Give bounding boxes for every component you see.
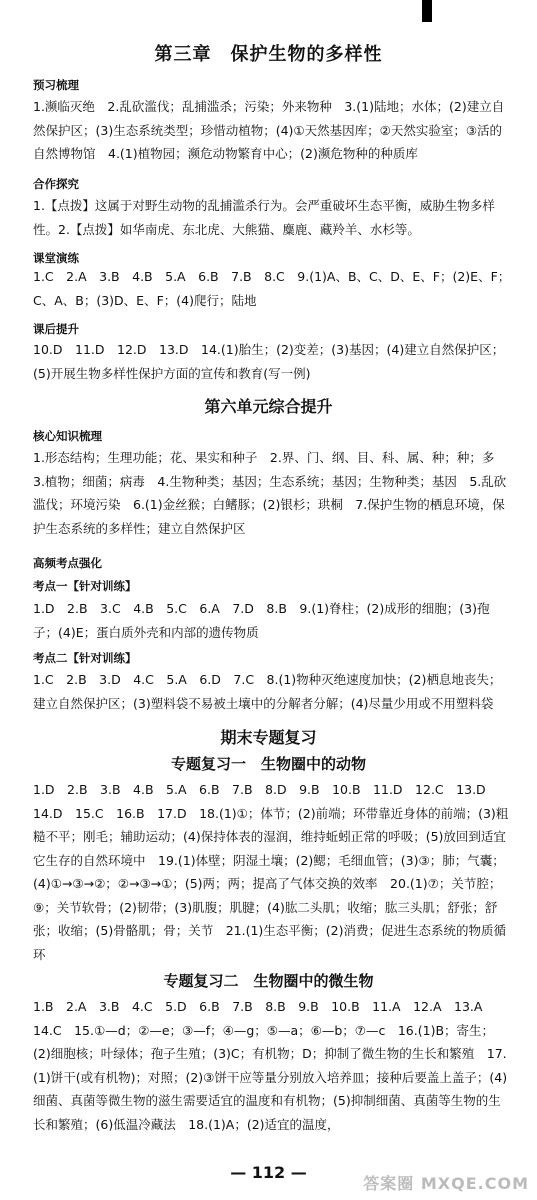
topic2-answers: 1.B 2.A 3.B 4.C 5.D 6.B 7.B 8.B 9.B 10.B 11.A 12.A 13.A 14.C 15.①—d；②—e；③—f；④—g；⑤—a；⑥—b；⑦—c 16.(1)B；寄生；(2)细胞核；叶绿体；孢子生殖；(3)C；有机物；D；抑制了微生物的生长和繁殖 17.(1)饼干(或有机物)；对照；(2)③饼干应等量分别放入培养皿；接种后要盖上盖子；(4)细菌、真菌等微生物的滋生需要适宜的温度和有机物；(5)抑制细菌、真菌等生物的生长和繁殖；(6)低温冷藏法 18.(1)A；(2)适宜的温度，: [33, 999, 508, 1132]
kd1-answers: 1.D 2.B 3.C 4.B 5.C 6.A 7.D 8.B 9.(1)脊柱；(2)成形的细胞；(3)孢子；(4)E；蛋白质外壳和内部的遗传物质: [33, 601, 490, 640]
topic1-answers: 1.D 2.B 3.B 4.B 5.A 6.B 7.B 8.D 9.B 10.B 11.D 12.C 13.D 14.D 15.C 16.B 17.D 18.(1)①；体节；(2)前端；环带靠近身体的前端；(3)粗糙不平；刚毛；辅助运动；(4)保持体表的湿润，维持蚯蚓正常的呼吸；(5)放回到适宜它生存的自然环境中 19.(1)体壁；阴湿土壤；(2)鳃；毛细血管；(3)③；肺；气囊；(4)①→③→②；②→③→①；(5)两；两；提高了气体交换的效率 20.(1)⑦；关节腔；⑨；关节软骨；(2)韧带；(3)肌腹；肌腱；(4)肱二头肌；收缩；肱三头肌；舒张；舒张；收缩；(5)骨骼肌；骨；关节 21.(1)生态平衡；(2)消费；促进生态系统的物质循环: [33, 782, 509, 962]
kd1-label: 考点一【针对训练】: [33, 579, 137, 593]
watermark-logo: 答案圈 MXQE.COM: [363, 1174, 529, 1193]
section-label-core: 核心知识梳理: [33, 429, 102, 443]
unit-title: 第六单元综合提升: [204, 397, 333, 416]
kd2-answers: 1.C 2.B 3.D 4.C 5.A 6.D 7.C 8.(1)物种灭绝速度加快；(2)栖息地丧失；建立自然保护区；(3)塑料袋不易被土壤中的分解者分解；(4)尽量少用或不用塑料袋: [33, 672, 502, 711]
section-label-preview: 预习梳理: [33, 78, 79, 92]
final-review-title: 期末专题复习: [220, 728, 317, 747]
kd2-label: 考点二【针对训练】: [33, 651, 137, 665]
practice-answers: 1.C 2.A 3.B 4.B 5.A 6.B 7.B 8.C 9.(1)A、B、C、D、E、F；(2)E、F；C、A、B；(3)D、E、F；(4)爬行；陆地: [33, 269, 511, 308]
after-answers: 10.D 11.D 12.D 13.D 14.(1)胎生；(2)变差；(3)基因；(4)建立自然保护区；(5)开展生物多样性保护方面的宣传和教育(写一例): [33, 342, 505, 381]
explore-answers: 1.【点拨】这属于对野生动物的乱捕滥杀行为。会严重破坏生态平衡，威胁生物多样性。2.【点拨】如华南虎、东北虎、大熊猫、麋鹿、藏羚羊、水杉等。: [33, 198, 495, 237]
topic2-title: 专题复习二 生物圈中的微生物: [163, 972, 374, 990]
binding-mark: [422, 0, 432, 22]
chapter-title: 第三章 保护生物的多样性: [154, 44, 383, 65]
core-answers: 1.形态结构；生理功能；花、果实和种子 2.界、门、纲、目、科、属、种；种；多 3.植物；细菌；病毒 4.生物种类；基因；生态系统；基因；生物种类；基因 5.乱砍滥伐；环境污染 6.(1)金丝猴；白鳍豚；(2)银杉；珙桐 7.保护生物的栖息环境，保护生态系统的多样性；建立自然保护区: [33, 450, 507, 536]
section-label-explore: 合作探究: [33, 177, 79, 191]
page-number: — 112 —: [230, 1163, 307, 1182]
section-label-practice: 课堂演练: [33, 251, 79, 265]
topic1-title: 专题复习一 生物圈中的动物: [170, 755, 366, 773]
preview-answers: 1.濒临灭绝 2.乱砍滥伐；乱捕滥杀；污染；外来物种 3.(1)陆地；水体；(2)建立自然保护区；(3)生态系统类型；珍惜动植物；(4)①天然基因库；②天然实验室；③活的自然博物馆 4.(1)植物园；濒危动物繁育中心；(2)濒危物种的种质库: [33, 99, 505, 161]
section-label-after: 课后提升: [33, 322, 79, 336]
section-label-high: 高频考点强化: [33, 556, 102, 570]
